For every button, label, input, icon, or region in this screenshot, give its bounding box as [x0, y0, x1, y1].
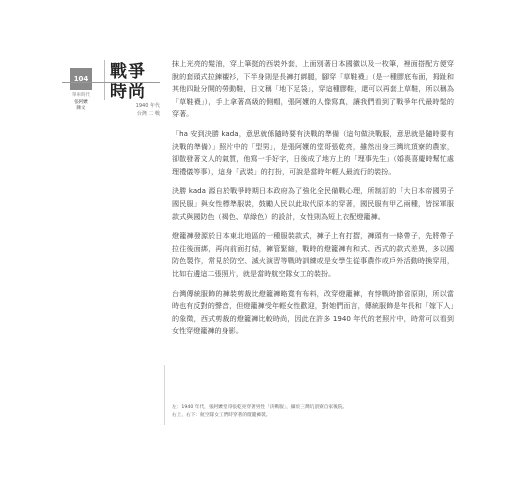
photo-caption: [172, 404, 462, 419]
header-divider: [104, 60, 105, 100]
subtitle-line-2: 台灣 二 戰: [136, 111, 160, 117]
caption-line-2: 右上、右下：航空隊女工們時穿著的燈籠褲裝。: [172, 412, 271, 418]
page-number-badge: 104: [70, 68, 92, 90]
subtitle-line-1: 1940 年代: [135, 103, 160, 109]
side-info: [62, 68, 100, 113]
body-paragraph-5: 台灣傳統服飾的褲裝剪裁比燈籠褲略寬有布料，改穿燈籠褲，有悖戰時節省原則，所以當時也有反對的聲音，但燈籠褲受年輕女性歡迎，對她們而言，傳統服飾是年長和「嫁下人」的象徵，西式剪裁的燈籠褲比較時尚，因此在許多 1940 年代的老照片中，時常可以看到女性穿燈籠褲的身影。: [172, 288, 454, 336]
title-block: [110, 62, 160, 118]
caption-divider: [164, 365, 165, 425]
caption-line-1: 左：1940 年代，張阿嬤堂哥張乾亮穿著男性「決戰服」，攝於三灣坑頂寮自家後院。: [172, 405, 348, 410]
body-paragraph-2: 「ha 安到決勝 kada，意思就係隨時要有決戰的準備（這句做決戰服，意思就是隨時要有決戰的準備）」照片中的「型男」，是張阿嬤的堂哥張乾亮，雖然出身三灣坑頂寮的農家，卻散發著文人的氣質，他寫一手好字，日後成了地方上的「理事先生」（婚喪喜慶時幫忙處理禮儀等事），這身「武裝」的打扮，可說是當時年輕人最流行的裝扮。: [172, 128, 454, 176]
body-paragraph-1: 抹上光亮的髮油，穿上筆挺的西裝外套，上面別著日本國徽以及一枚筆，裡面搭配方便穿脫的套頭式拉鍊襯衫，下半身則是長褲打綁腿，腳穿「草鞋襪」（是一種膠底布面，拇趾和其他四趾分開的勞動鞋，日文稱「地下足袋」，穿這種膠鞋，還可以再套上草鞋，所以稱為「草鞋襪」），手上拿著高級的側帽，張阿嬤的人像寫真，讓我們看到了戰爭年代最時髦的穿著。: [172, 59, 454, 119]
title-underline: [62, 82, 160, 83]
side-line-3: 陳文: [76, 106, 86, 111]
body-paragraph-3: 決勝 kada 源自於戰爭時期日本政府為了強化全民備戰心理，所制訂的「大日本帝國男子國民服」與女性標準服裝，鼓勵人民以此取代原本的穿著，國民服有甲乙兩種，皆採軍服款式與國防色（褐色、草綠色）的設計，女性則為短上衣配燈籠褲。: [172, 186, 454, 221]
article-body: [172, 58, 454, 345]
page-title: 戰爭時尚: [110, 62, 146, 102]
side-line-2: 張阿嬤: [74, 99, 88, 105]
side-line-1: 單車時代: [72, 93, 90, 98]
body-paragraph-4: 燈籠褲發源於日本東北地區的一種服裝款式，褲子上有打摺，褲頭有一條帶子，先將帶子拉往後面綁，再向前面打結，褲管緊縮，戰時的燈籠褲有和式、西式的款式差異，多以國防色製作，常見於防空、滅火演習等戰時訓練或是女學生從事農作或戶外活動時換穿用，比如右邊這二張照片，就是當時航空隊女工的裝扮。: [172, 231, 454, 278]
